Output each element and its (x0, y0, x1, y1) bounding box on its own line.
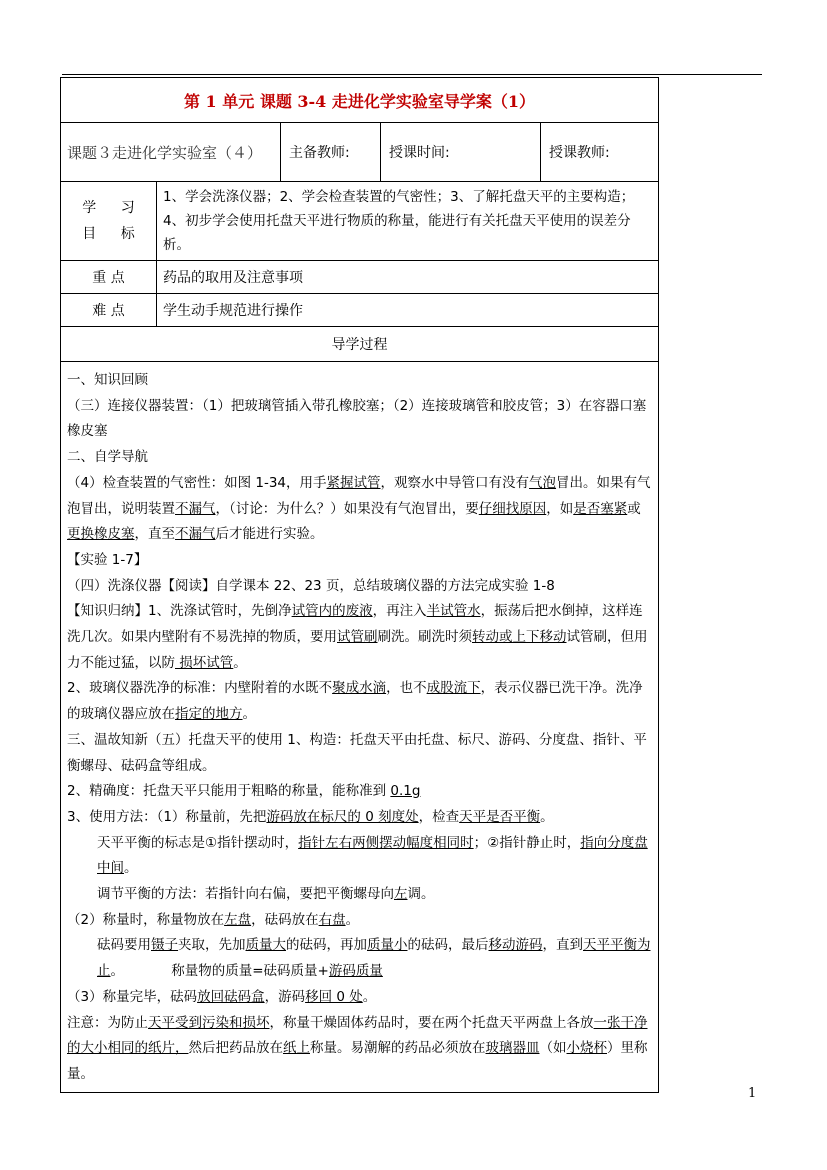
process-content (61, 362, 659, 1093)
paragraph-adjust: 调节平衡的方法：若指针向右偏，要把平衡螺母向左调。 (97, 886, 435, 903)
teacher-field: 授课教师: (541, 123, 659, 182)
difficulty-row (61, 294, 659, 327)
process-title: 导学过程 (61, 327, 659, 362)
paragraph-airtightness: （4）检查装置的气密性：如图 1-34，用手紧握试管，观察水中导管口有没有气泡冒出。如果有气泡冒出，说明装置不漏气，（讨论：为什么？）如果没有气泡冒出，要仔细找原因，如是否塞紧或更换橡皮塞，直至不漏气后才能进行实验。 (67, 474, 651, 543)
difficulty-text: 学生动手规范进行操作 (157, 294, 659, 327)
paragraph-usage: 3、使用方法：（1）称量前，先把游码放在标尺的 0 刻度处，检查天平是否平衡。 (67, 808, 554, 825)
goals-text: 1、学会洗涤仪器；2、学会检查装置的气密性；3、了解托盘天平的主要构造；4、初步学会使用托盘天平进行物质的称量，能进行有关托盘天平使用的误差分析。 (157, 182, 659, 261)
section-self-study-heading: 二、自学导航 (67, 449, 148, 466)
paragraph-precision: 2、精确度：托盘天平只能用于粗略的称量，能称准到 0.1g (67, 783, 421, 800)
lead-teacher-field: 主备教师: (281, 123, 381, 182)
difficulty-label: 难 点 (61, 294, 157, 327)
lesson-plan-table (60, 77, 659, 1093)
page-number: 1 (748, 1086, 757, 1101)
goals-label: 学 习 目 标 (61, 182, 157, 261)
key-point-label: 重 点 (61, 261, 157, 294)
experiment-label: 【实验 1-7】 (67, 551, 148, 568)
document-title: 第 1 单元 课题 3-4 走进化学实验室导学案（1） (61, 78, 659, 123)
paragraph-balance-structure: 三、温故知新（五）托盘天平的使用 1、构造：托盘天平由托盘、标尺、游码、分度盘、指针、平衡螺母、砝码盒等组成。 (67, 731, 647, 774)
lesson-time-field: 授课时间: (381, 123, 541, 182)
header-row (61, 123, 659, 182)
paragraph-weighing: （2）称量时，称量物放在左盘，砝码放在右盘。 (67, 911, 360, 928)
paragraph-clean-standard: 2、玻璃仪器洗净的标准：内壁附着的水既不聚成水滴，也不成股流下，表示仪器已洗干净。洗净的玻璃仪器应放在指定的地方。 (67, 680, 643, 723)
goals-row (61, 182, 659, 261)
key-point-row (61, 261, 659, 294)
paragraph-finish: （3）称量完毕，砝码放回砝码盒，游码移回 0 处。 (67, 988, 377, 1005)
paragraph-note: 注意：为防止天平受到污染和损坏，称量干燥固体药品时，要在两个托盘天平两盘上各放一张干净的大小相同的纸片，然后把药品放在纸上称量。易潮解的药品必须放在玻璃器皿（如小烧杯）里称量。 (67, 1014, 648, 1082)
paragraph-weights: 砝码要用镊子夹取，先加质量大的砝码，再加质量小的砝码，最后移动游码，直到天平平衡为止。 称量物的质量=砝码质量+游码质量 (97, 937, 651, 980)
paragraph-washing: （四）洗涤仪器【阅读】自学课本 22、23 页，总结玻璃仪器的方法完成实验 1-8 (67, 577, 555, 594)
section-review-heading: 一、知识回顾 (67, 372, 148, 388)
key-point-text: 药品的取用及注意事项 (157, 261, 659, 294)
paragraph-connect-apparatus: （三）连接仪器装置：（1）把玻璃管插入带孔橡胶塞；（2）连接玻璃管和胶皮管；3）在容器口塞橡皮塞 (67, 397, 647, 440)
paragraph-balance-sign: 天平平衡的标志是①指针摆动时，指针左右两侧摆动幅度相同时；②指针静止时，指向分度盘中间。 (97, 834, 648, 877)
header-rule (62, 74, 762, 75)
course-name: 课题３走进化学实验室（４） (61, 123, 281, 182)
paragraph-knowledge-summary: 【知识归纳】1、洗涤试管时，先倒净试管内的废液，再注入半试管水，振荡后把水倒掉，这样连洗几次。如果内壁附有不易洗掉的物质，要用试管刷刷洗。刷洗时须转动或上下移动试管刷，但用力不能过猛，以防 损坏试管。 (67, 603, 648, 671)
